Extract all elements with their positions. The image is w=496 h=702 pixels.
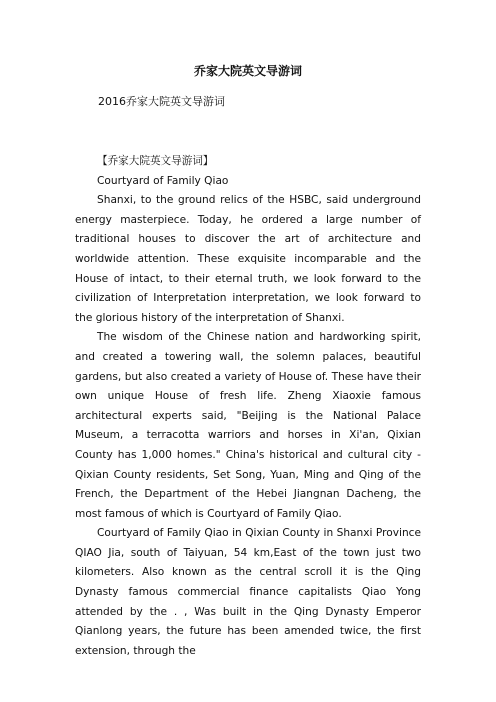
document-subtitle: 2016乔家大院英文导游词 — [98, 95, 225, 108]
section-subheading: Courtyard of Family Qiao — [97, 174, 229, 187]
body-paragraph-1: Shanxi, to the ground relics of the HSBC, said underground energy masterpiece. Today, he ordered a large number of traditional houses to discover the art of architecture and worldwide attention. These exquisite incomparable and the House of intact, to their eternal truth, we look forward to the civilization of Interpretation interpretation, we look forward to the glorious history of the interpretation of Shanxi. — [75, 194, 421, 324]
document-body — [75, 152, 421, 661]
document-title: 乔家大院英文导游词 — [193, 64, 302, 78]
body-paragraph-3: Courtyard of Family Qiao in Qixian County in Shanxi Province QIAO Jia, south of Taiyuan, 54 km,East of the town just two kilometers. Also known as the central scroll it is the Qing Dynasty famous commercial finance capitalists Qiao Yong attended by the . , Was built in the Qing Dynasty Emperor Qianlong years, the future has been amended twice, the first extension, through the — [75, 527, 421, 657]
section-heading: 【乔家大院英文导游词】 — [97, 155, 214, 167]
body-paragraph-2: The wisdom of the Chinese nation and hardworking spirit, and created a towering wall, the solemn palaces, beautiful gardens, but also created a variety of House of. These have their own unique House of fresh life. Zheng Xiaoxie famous architectural experts said, "Beijing is the National Palace Museum, a terracotta warriors and horses in Xi'an, Qixian County has 1,000 homes." China's historical and cultural city - Qixian County residents, Set Song, Yuan, Ming and Qing of the French, the Department of the Hebei Jiangnan Dacheng, the most famous of which is Courtyard of Family Qiao. — [75, 331, 421, 520]
